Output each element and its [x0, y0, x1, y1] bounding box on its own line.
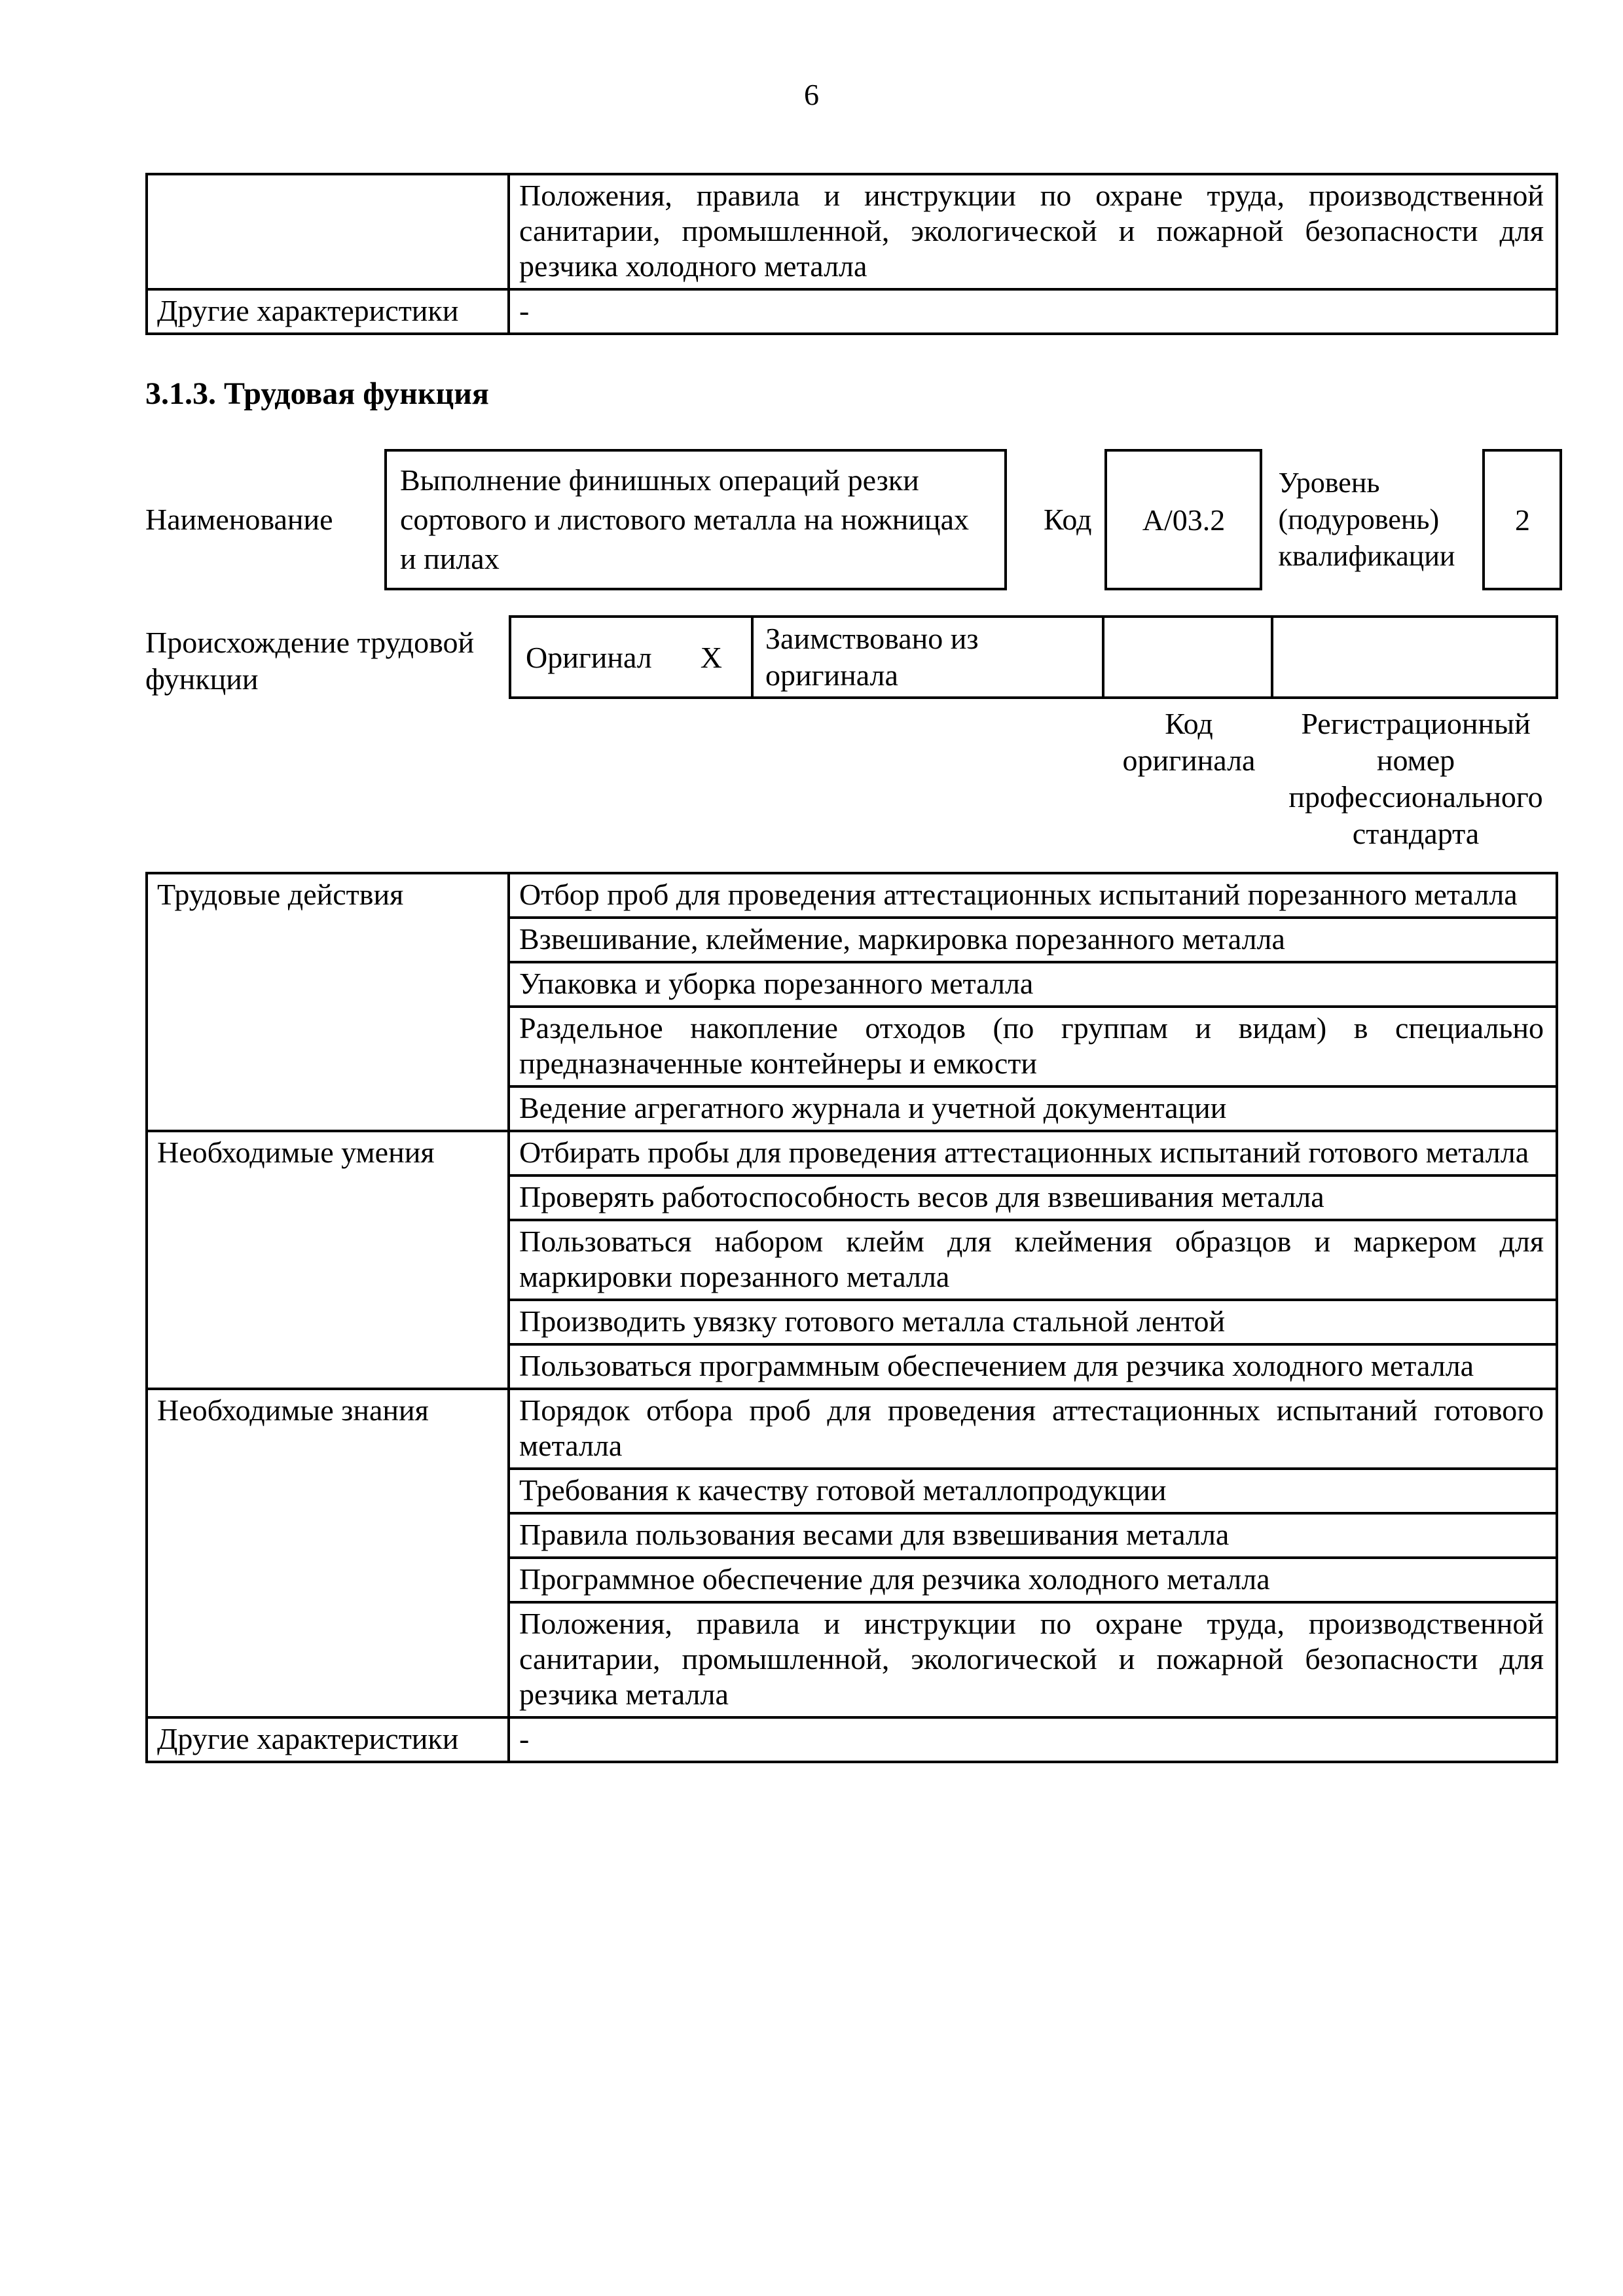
page-number: 6: [804, 78, 819, 111]
row-item: Раздельное накопление отходов (по группам и видам) в специально предназначенные контейнеры и емкости: [509, 1007, 1557, 1086]
naimenovanie-label: Наименование: [145, 503, 333, 536]
origin-borrowed-cell: Заимствовано из оригинала: [754, 615, 1104, 699]
table-row: [147, 289, 1557, 334]
row-item: Положения, правила и инструкции по охране труда, производственной санитарии, промышленной, экологической и пожарной безопасности для резчика холодного металла: [509, 174, 1557, 289]
row-item: Пользоваться программным обеспечением для резчика холодного металла: [509, 1344, 1557, 1389]
function-name-row: [145, 449, 1558, 590]
origin-row: [145, 615, 1558, 852]
table-row: [147, 1717, 1557, 1762]
row-item: Производить увязку готового металла стальной лентой: [509, 1300, 1557, 1344]
origin-table: [509, 615, 1558, 699]
function-code-box: А/03.2: [1104, 449, 1262, 590]
origin-code-cell-empty: [1104, 615, 1273, 699]
origin-original-cell: [509, 615, 754, 699]
row-item: Положения, правила и инструкции по охране труда, производственной санитарии, промышленной, экологической и пожарной безопасности для резчика металла: [509, 1602, 1557, 1717]
original-mark: X: [700, 640, 722, 674]
row-item: Отбирать пробы для проведения аттестационных испытаний готового металла: [509, 1131, 1557, 1175]
row-item: -: [509, 1717, 1557, 1762]
main-table: [145, 872, 1558, 1763]
page-content: [145, 173, 1558, 1763]
row-label-empty: [147, 174, 509, 289]
table-row: [147, 1389, 1557, 1469]
origin-captions: [509, 706, 1558, 852]
row-group-label: Необходимые знания: [147, 1389, 509, 1717]
row-item: -: [509, 289, 1557, 334]
origin-label: Происхождение трудовой функции: [145, 626, 475, 696]
qualification-level-label: Уровень (подуровень) квалификации: [1278, 467, 1455, 572]
table-row: [147, 174, 1557, 289]
code-label: Код: [1044, 503, 1092, 536]
section-heading: 3.1.3. Трудовая функция: [145, 376, 489, 411]
origin-table-block: [509, 615, 1558, 852]
row-group-label: Необходимые умения: [147, 1131, 509, 1389]
row-item: Программное обеспечение для резчика холодного металла: [509, 1558, 1557, 1602]
qualification-level-box: 2: [1482, 449, 1562, 590]
row-item: Правила пользования весами для взвешивания металла: [509, 1513, 1557, 1558]
row-item: Ведение агрегатного журнала и учетной документации: [509, 1086, 1557, 1131]
origin-regnumber-caption: Регистрационный номер профессионального стандарта: [1288, 707, 1543, 850]
row-group-label: Другие характеристики: [147, 289, 509, 334]
row-item: Порядок отбора проб для проведения аттестационных испытаний готового металла: [509, 1389, 1557, 1469]
row-group-label: Трудовые действия: [147, 873, 509, 1131]
row-item: Требования к качеству готовой металлопродукции: [509, 1469, 1557, 1513]
row-item: Пользоваться набором клейм для клеймения образцов и маркером для маркировки порезанного металла: [509, 1220, 1557, 1300]
origin-regnumber-cell-empty: [1273, 615, 1558, 699]
row-item: Упаковка и уборка порезанного металла: [509, 962, 1557, 1007]
function-name-box: Выполнение финишных операций резки сортового и листового металла на ножницах и пилах: [384, 449, 1007, 590]
origin-code-caption: Код оригинала: [1122, 707, 1256, 777]
row-item: Проверять работоспособность весов для взвешивания металла: [509, 1175, 1557, 1220]
table-row: [147, 873, 1557, 918]
row-item: Взвешивание, клеймение, маркировка порезанного металла: [509, 918, 1557, 962]
row-item: Отбор проб для проведения аттестационных испытаний порезанного металла: [509, 873, 1557, 918]
table-row: [147, 1131, 1557, 1175]
original-label: Оригинал: [526, 640, 652, 674]
row-group-label: Другие характеристики: [147, 1717, 509, 1762]
continuation-table: [145, 173, 1558, 335]
origin-captions-spacer: [509, 706, 1104, 852]
